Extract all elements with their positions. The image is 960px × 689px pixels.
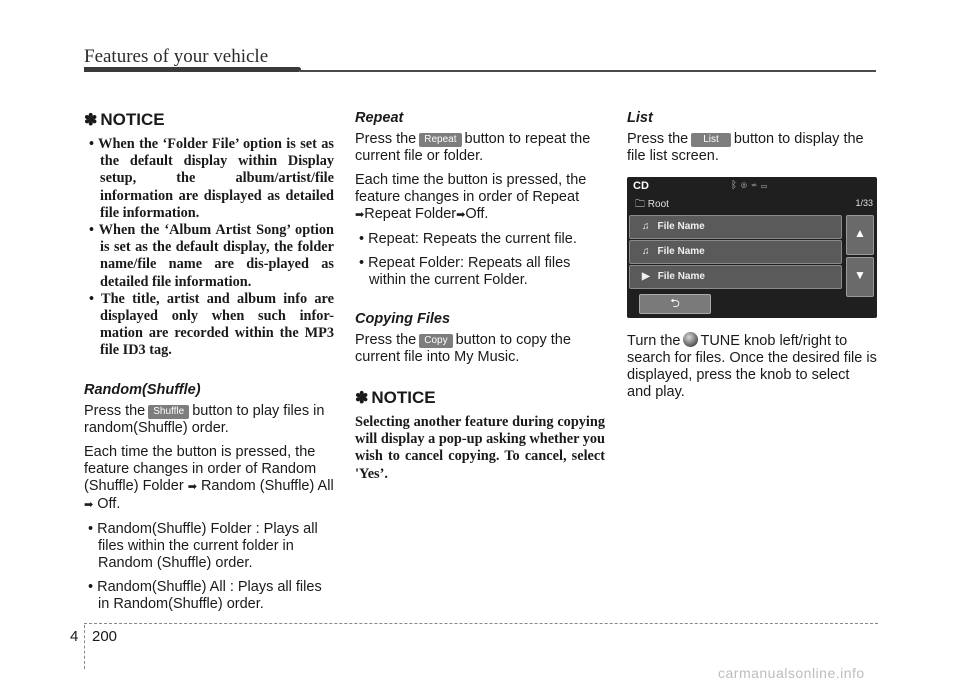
repeat-order: Each time the button is pressed, the feature changes in order of Repeat ➡Repeat Folder➡Off. [355,172,587,222]
notice-text: Selecting another feature during copying will display a pop-up asking whether you wish to cancel copying. To cancel, select 'Yes’. [355,414,606,482]
notice-item: • When the ‘Folder File’ option is set as the default display within Display setup, the album/artist/file information are displayed as detailed file information. [84,136,334,222]
file-list-item[interactable]: ♫ File Name [629,215,842,239]
arrow-right-icon: ➡ [84,498,94,511]
list-item: • Random(Shuffle) Folder : Plays all files within the current folder in Random (Shuffle) order. [84,521,334,572]
music-note-icon: ♫ [642,221,650,232]
list-heading: List [627,110,653,126]
file-list-item[interactable]: ♫ File Name [629,240,842,264]
list-item: • Random(Shuffle) All : Plays all files in Random(Shuffle) order. [84,579,334,613]
notice-star-icon: ✽ [84,112,98,129]
random-heading: Random(Shuffle) [84,381,201,398]
shuffle-button[interactable]: Shuffle [148,405,189,419]
list-button[interactable]: List [691,133,731,147]
notice-heading: ✽ NOTICE [355,388,436,407]
notice-item: • When the ‘Album Artist Song’ option is set as the default display, the folder name/file name are dis-played as detailed file information. [84,222,334,291]
file-list-screen [627,177,877,318]
arrow-right-icon: ➡ [355,209,365,221]
notice-heading: ✽ NOTICE [84,110,165,129]
arrow-right-icon: ➡ [187,480,197,493]
page-number: 200 [92,628,118,645]
copy-button[interactable]: Copy [419,334,452,348]
music-note-icon: ♫ [642,246,650,257]
column-left [84,110,334,620]
bluetooth-icon: ᛒ [731,180,741,191]
file-list-item[interactable]: ▶ File Name [629,265,842,289]
repeat-button[interactable]: Repeat [419,133,461,147]
header-rule-thick [84,67,301,72]
disc-icon: ◎ [741,180,751,191]
footer-rule [84,623,878,624]
chapter-number: 4 [70,628,79,645]
footer-divider [84,625,85,669]
column-right [627,110,877,408]
media-icon: ▭ [761,180,771,191]
back-button[interactable] [639,294,711,314]
list-item: • Repeat: Repeats the current file. [355,231,605,248]
copy-intro: Press the Copy button to copy the current file into My Music. [355,332,571,365]
random-bullets [84,521,334,613]
repeat-bullets [355,231,605,289]
source-label: CD [633,180,649,192]
random-intro: Press the Shuffle button to play files in random(Shuffle) order. [84,402,325,436]
scroll-down-button[interactable]: ▼ [846,257,874,297]
list-intro: Press the List button to display the file list screen. [627,131,864,164]
random-order: Each time the button is pressed, the feature changes in order of Random (Shuffle) Folder ➡ Random (Shuffle) All ➡ Off. [84,443,334,512]
arrow-right-icon: ➡ [456,209,466,221]
back-arrow-icon: ⮌ [670,296,680,310]
repeat-heading: Repeat [355,110,404,126]
scroll-up-button[interactable]: ▲ [846,215,874,255]
play-icon: ▶ [642,271,650,282]
watermark: carmanualsonline.info [718,665,865,681]
tune-instructions: Turn the TUNE knob left/right to search for files. Once the desired file is displayed, press the knob to select and play. [627,333,877,400]
tune-knob-icon [683,332,698,347]
notice-star-icon: ✽ [355,390,369,407]
repeat-intro: Press the Repeat button to repeat the current file or folder. [355,131,591,164]
file-counter: 1/33 [855,198,873,208]
folder-icon: 🗀 [635,199,645,210]
notice-list [84,136,334,360]
list-item: • Repeat Folder: Repeats all files within the current Folder. [355,255,605,289]
column-middle [355,110,605,483]
page-header-title: Features of your vehicle [84,46,269,67]
usb-icon: ⇌ [751,180,761,191]
header-rule-thin [300,70,876,72]
notice-item: • The title, artist and album info are displayed only when such infor-mation are recorded within the MP3 file ID3 tag. [84,291,334,360]
status-icons [731,180,771,191]
copy-heading: Copying Files [355,311,451,327]
folder-path: 🗀 Root [635,199,669,210]
